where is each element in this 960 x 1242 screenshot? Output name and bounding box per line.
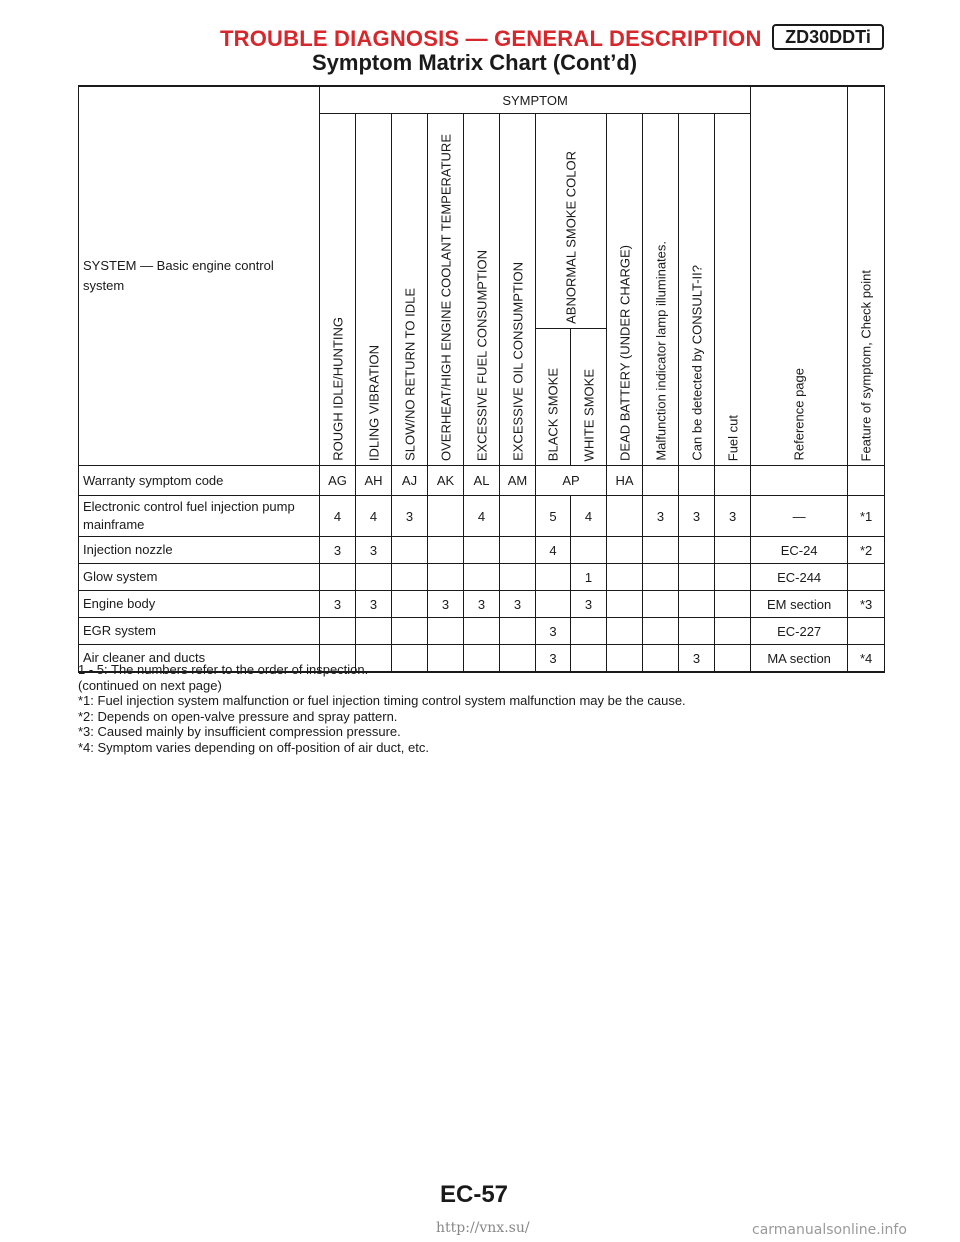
- col-consult-label: Can be detected by CONSULT-II?: [689, 265, 704, 461]
- table-row: [79, 537, 885, 564]
- cell: [715, 618, 751, 645]
- row-label: Air cleaner and ducts: [79, 645, 320, 673]
- header-row-symptom: [79, 86, 885, 114]
- cell: 3: [356, 537, 392, 564]
- cell: 3: [679, 496, 715, 537]
- row-label: Engine body: [79, 591, 320, 618]
- col-fuel-cut: [715, 114, 751, 466]
- system-header: [79, 86, 320, 466]
- row-label: EGR system: [79, 618, 320, 645]
- col-fuel-consumption-label: EXCESSIVE FUEL CONSUMPTION: [474, 249, 489, 461]
- cell: [392, 618, 428, 645]
- cell: [320, 618, 356, 645]
- cell: AH: [356, 466, 392, 496]
- col-white-smoke-label: WHITE SMOKE: [581, 368, 596, 461]
- cell: [848, 466, 885, 496]
- warranty-row: [79, 466, 885, 496]
- col-overheat-label: OVERHEAT/HIGH ENGINE COOLANT TEMPERATURE: [438, 134, 453, 461]
- cell: 3: [464, 591, 500, 618]
- cell: 5: [536, 496, 571, 537]
- page-number: EC-57: [440, 1181, 509, 1208]
- cell: [392, 537, 428, 564]
- engine-code-badge: ZD30DDTi: [772, 24, 884, 50]
- note-inspection-order: 1 - 5: The numbers refer to the order of inspection.: [78, 662, 369, 677]
- col-mil: [643, 114, 679, 466]
- cell-note: *3: [848, 591, 885, 618]
- table-row: [79, 564, 885, 591]
- cell: AJ: [392, 466, 428, 496]
- cell: [679, 466, 715, 496]
- cell: AK: [428, 466, 464, 496]
- row-label: Injection nozzle: [79, 537, 320, 564]
- col-idling-vibration-label: IDLING VIBRATION: [366, 344, 381, 461]
- cell: 3: [715, 496, 751, 537]
- cell: [643, 537, 679, 564]
- smoke-group-header: [536, 114, 607, 329]
- cell-reference: EC-24: [751, 537, 848, 564]
- col-mil-label: Malfunction indicator lamp illuminates.: [653, 241, 668, 461]
- table-row: [79, 496, 885, 537]
- cell: AG: [320, 466, 356, 496]
- cell-note: [848, 564, 885, 591]
- col-fuel-cut-label: Fuel cut: [725, 414, 741, 461]
- cell: 4: [356, 496, 392, 537]
- cell: [571, 618, 607, 645]
- cell: 3: [679, 645, 715, 673]
- cell: [428, 564, 464, 591]
- table-row: [79, 618, 885, 645]
- cell: [356, 618, 392, 645]
- col-oil-consumption: [500, 114, 536, 466]
- col-reference-page-label: Reference page: [791, 368, 807, 461]
- cell: [643, 591, 679, 618]
- cell: [320, 564, 356, 591]
- col-dead-battery: [607, 114, 643, 466]
- cell: 3: [320, 591, 356, 618]
- cell: [679, 564, 715, 591]
- cell: [607, 591, 643, 618]
- note-2: *2: Depends on open-valve pressure and spray pattern.: [78, 708, 398, 724]
- cell: AL: [464, 466, 500, 496]
- note-3: *3: Caused mainly by insufficient compression pressure.: [78, 724, 401, 739]
- cell: [536, 564, 571, 591]
- col-reference-page: [751, 86, 848, 466]
- cell: HA: [607, 466, 643, 496]
- col-black-smoke: [536, 329, 571, 466]
- cell-reference: MA section: [751, 645, 848, 673]
- cell-reference: EC-227: [751, 618, 848, 645]
- cell-note: *4: [848, 645, 885, 673]
- cell: 3: [320, 537, 356, 564]
- cell: [679, 537, 715, 564]
- cell-note: [848, 618, 885, 645]
- cell-note: *1: [848, 496, 885, 537]
- cell: 3: [571, 591, 607, 618]
- page-subtitle: Symptom Matrix Chart (Cont’d): [312, 50, 638, 75]
- col-rough-idle: [320, 114, 356, 466]
- cell: [536, 591, 571, 618]
- cell: [464, 537, 500, 564]
- col-dead-battery-label: DEAD BATTERY (UNDER CHARGE): [617, 245, 632, 461]
- cell: [571, 537, 607, 564]
- cell: [464, 564, 500, 591]
- cell: 3: [536, 618, 571, 645]
- col-white-smoke: [571, 329, 607, 466]
- col-slow-return-label: SLOW/NO RETURN TO IDLE: [402, 288, 417, 461]
- cell: 4: [571, 496, 607, 537]
- cell: [607, 564, 643, 591]
- cell: 4: [320, 496, 356, 537]
- cell: [643, 466, 679, 496]
- cell: [392, 591, 428, 618]
- footnotes: [78, 662, 686, 755]
- cell: [428, 618, 464, 645]
- cell: [500, 537, 536, 564]
- cell: 4: [464, 496, 500, 537]
- cell: [464, 618, 500, 645]
- col-consult: [679, 114, 715, 466]
- cell-note: *2: [848, 537, 885, 564]
- cell: [392, 564, 428, 591]
- cell: [607, 496, 643, 537]
- cell: 3: [392, 496, 428, 537]
- symptom-header: SYMPTOM: [320, 86, 751, 114]
- col-rough-idle-label: ROUGH IDLE/HUNTING: [330, 317, 345, 461]
- col-overheat: [428, 114, 464, 466]
- cell: 3: [428, 591, 464, 618]
- watermark-text: carmanualsonline.info: [752, 1222, 907, 1238]
- row-label: Glow system: [79, 564, 320, 591]
- cell-reference: EC-244: [751, 564, 848, 591]
- cell: [607, 618, 643, 645]
- cell: [500, 618, 536, 645]
- cell: [500, 496, 536, 537]
- cell: 3: [536, 645, 571, 673]
- col-idling-vibration: [356, 114, 392, 466]
- table-row: [79, 591, 885, 618]
- cell: [679, 591, 715, 618]
- note-4: *4: Symptom varies depending on off-position of air duct, etc.: [78, 739, 429, 755]
- system-header-text: SYSTEM — Basic engine control system: [83, 258, 274, 293]
- col-feature-check-point: [848, 86, 885, 466]
- cell: AM: [500, 466, 536, 496]
- cell: 3: [356, 591, 392, 618]
- cell-reference: —: [751, 496, 848, 537]
- col-black-smoke-label: BLACK SMOKE: [545, 367, 561, 461]
- cell: [643, 564, 679, 591]
- col-slow-return: [392, 114, 428, 466]
- symptom-matrix-table: [78, 85, 885, 673]
- cell: [715, 564, 751, 591]
- cell: [356, 564, 392, 591]
- footer-url[interactable]: http://vnx.su/: [436, 1220, 530, 1236]
- cell: [715, 645, 751, 673]
- cell: 4: [536, 537, 571, 564]
- cell: [500, 564, 536, 591]
- cell: [428, 537, 464, 564]
- row-label: Warranty symptom code: [79, 466, 320, 496]
- cell-reference: EM section: [751, 591, 848, 618]
- cell: 3: [500, 591, 536, 618]
- cell: [679, 618, 715, 645]
- smoke-group-label: ABNORMAL SMOKE COLOR: [563, 151, 579, 324]
- note-continued: (continued on next page): [78, 677, 222, 693]
- note-1: *1: Fuel injection system malfunction or fuel injection timing control system malfunction may be the cause.: [78, 693, 686, 708]
- cell: [428, 496, 464, 537]
- col-feature-label: Feature of symptom, Check point: [858, 269, 874, 461]
- section-title: TROUBLE DIAGNOSIS — GENERAL DESCRIPTION: [220, 26, 762, 51]
- cell: [715, 466, 751, 496]
- cell: [607, 537, 643, 564]
- col-oil-consumption-label: EXCESSIVE OIL CONSUMPTION: [510, 262, 525, 461]
- cell: 1: [571, 564, 607, 591]
- cell: 3: [643, 496, 679, 537]
- cell: [715, 537, 751, 564]
- row-label: Electronic control fuel injection pump mainframe: [79, 496, 320, 537]
- cell: [643, 618, 679, 645]
- col-fuel-consumption: [464, 114, 500, 466]
- cell: AP: [536, 466, 607, 496]
- cell: [751, 466, 848, 496]
- cell: [715, 591, 751, 618]
